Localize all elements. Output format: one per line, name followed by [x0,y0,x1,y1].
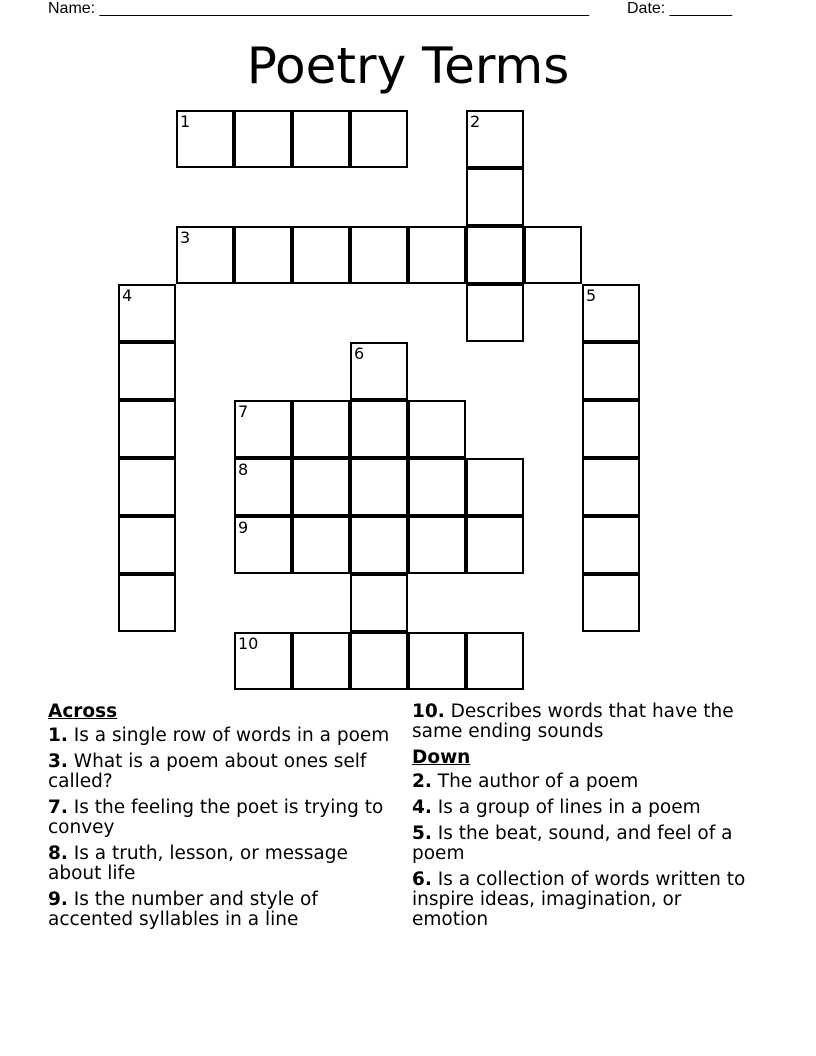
crossword-cell[interactable] [176,226,234,284]
crossword-cell[interactable] [234,516,292,574]
cell-number: 7 [238,402,249,421]
crossword-cell[interactable] [466,110,524,168]
crossword-cell[interactable] [234,632,292,690]
across-clue: 7. Is the feeling the poet is trying to convey [48,797,384,838]
date-field-label: Date: _______ [627,0,732,17]
crossword-cell[interactable] [350,516,408,574]
crossword-cell[interactable] [408,458,466,516]
crossword-cell[interactable] [466,284,524,342]
cell-number: 4 [122,286,133,305]
cell-number: 1 [180,112,191,131]
clues-column-right [412,702,762,936]
crossword-cell[interactable] [582,458,640,516]
crossword-cell[interactable] [292,516,350,574]
cell-number: 2 [470,112,481,131]
crossword-cell[interactable] [582,284,640,342]
across-clue: 1. Is a single row of words in a poem [48,725,390,746]
crossword-cell[interactable] [118,342,176,400]
crossword-cell[interactable] [582,400,640,458]
crossword-cell[interactable] [234,226,292,284]
name-field-label: Name: _______________________________________________________ [48,0,589,17]
crossword-cell[interactable] [466,632,524,690]
crossword-cell[interactable] [118,458,176,516]
crossword-cell[interactable] [292,110,350,168]
crossword-cell[interactable] [408,632,466,690]
across-clue: 10. Describes words that have the same ending sounds [412,701,734,742]
down-clue: 4. Is a group of lines in a poem [412,797,701,818]
crossword-cell[interactable] [292,458,350,516]
crossword-cell[interactable] [176,110,234,168]
cell-number: 6 [354,344,365,363]
crossword-cell[interactable] [582,342,640,400]
crossword-cell[interactable] [118,400,176,458]
crossword-cell[interactable] [350,632,408,690]
clues-column-left [48,702,398,936]
down-clue: 6. Is a collection of words written to inspire ideas, imagination, or emotion [412,869,746,930]
down-heading: Down [412,747,471,768]
cell-number: 10 [238,634,259,653]
crossword-cell[interactable] [408,400,466,458]
crossword-cell[interactable] [408,516,466,574]
across-clue: 3. What is a poem about ones self called? [48,751,367,792]
cell-number: 8 [238,460,249,479]
crossword-cell[interactable] [582,574,640,632]
crossword-cell[interactable] [350,400,408,458]
down-clue: 5. Is the beat, sound, and feel of a poem [412,823,733,864]
page-title: Poetry Terms [246,37,570,95]
across-clue: 9. Is the number and style of accented syllables in a line [48,889,318,930]
crossword-cell[interactable] [524,226,582,284]
cell-number: 9 [238,518,249,537]
crossword-cell[interactable] [350,458,408,516]
crossword-cell[interactable] [292,226,350,284]
crossword-cell[interactable] [582,516,640,574]
crossword-cell[interactable] [466,168,524,226]
crossword-cell[interactable] [234,110,292,168]
crossword-cell[interactable] [118,574,176,632]
cell-number: 5 [586,286,597,305]
crossword-cell[interactable] [234,458,292,516]
down-clue: 2. The author of a poem [412,771,639,792]
crossword-cell[interactable] [466,516,524,574]
crossword-cell[interactable] [292,400,350,458]
crossword-cell[interactable] [408,226,466,284]
across-heading: Across [48,701,118,722]
crossword-cell[interactable] [118,516,176,574]
crossword-cell[interactable] [234,400,292,458]
across-clue: 8. Is a truth, lesson, or message about life [48,843,348,884]
crossword-cell[interactable] [350,226,408,284]
cell-number: 3 [180,228,191,247]
crossword-cell[interactable] [292,632,350,690]
crossword-cell[interactable] [118,284,176,342]
crossword-cell[interactable] [350,342,408,400]
crossword-cell[interactable] [350,110,408,168]
crossword-cell[interactable] [466,458,524,516]
crossword-cell[interactable] [466,226,524,284]
crossword-cell[interactable] [350,574,408,632]
